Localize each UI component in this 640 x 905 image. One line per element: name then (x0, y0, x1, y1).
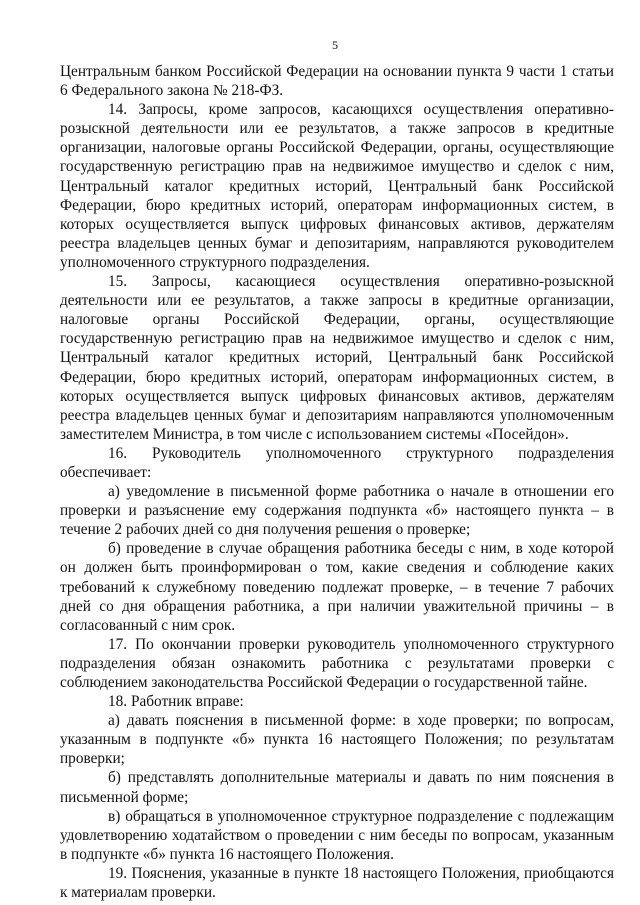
paragraph-18-b: б) представлять дополнительные материалы и давать по ним пояснения в письменной форме; (60, 769, 614, 806)
paragraph-18-c: в) обращаться в уполномоченное структурное подразделение с подлежащим удовлетворению ходатайством о проведении с ним беседы по вопросам, указанным в подпункте «б» пункта 16 настоящего Положения. (60, 807, 614, 863)
paragraph-18: 18. Работник вправе: (108, 693, 244, 711)
document-body (60, 62, 614, 902)
paragraph-17: 17. По окончании проверки руководитель уполномоченного структурного подразделения обязан ознакомить работника с результатами проверки с соблюдением законодательства Российской Федерации о государственной тайне. (60, 635, 614, 691)
paragraph-15: 15. Запросы, касающиеся осуществления оперативно-розыскной деятельности или ее результатов, а также запросы в кредитные организации, налоговые органы Российской Федерации, органы, осуществляющие государственную регистрацию прав на недвижимое имущество и сделок с ним, Центральный каталог кредитных историй, Центральный банк Российской Федерации, бюро кредитных историй, операторам информационных систем, в которых осуществляется выпуск цифровых финансовых активов, держателям реестра владельцев ценных бумаг и депозитариям направляются уполномоченным заместителем Министра, в том числе с использованием системы «Посейдон». (60, 273, 614, 443)
paragraph-16-b: б) проведение в случае обращения работника беседы с ним, в ходе которой он должен быть проинформирован о том, какие сведения и соблюдение каких требований к служебному поведению подлежат проверке, – в течение 7 рабочих дней со дня обращения работника, а при наличии уважительной причины – в согласованный с ним срок. (60, 540, 614, 634)
paragraph-continuation: Центральным банком Российской Федерации на основании пункта 9 части 1 статьи 6 Федерального закона № 218-ФЗ. (60, 63, 614, 100)
paragraph-16: 16. Руководитель уполномоченного структурного подразделения обеспечивает: (60, 444, 614, 481)
page-number: 5 (332, 38, 338, 52)
paragraph-14: 14. Запросы, кроме запросов, касающихся осуществления оперативно-розыскной деятельности или ее результатов, а также запросов в кредитные организации, налоговые органы Российской Федерации, органы, осуществляющие государственную регистрацию прав на недвижимое имущество и сделок с ним, Центральный каталог кредитных историй, Центральный банк Российской Федерации, бюро кредитных историй, операторам информационных систем, в которых осуществляется выпуск цифровых финансовых активов, держателям реестра владельцев ценных бумаг и депозитариям, направляются руководителем уполномоченного структурного подразделения. (60, 101, 614, 271)
paragraph-18-a: а) давать пояснения в письменной форме: в ходе проверки; по вопросам, указанным в подпункте «б» пункта 16 настоящего Положения; по результатам проверки; (60, 712, 614, 768)
paragraph-16-a: а) уведомление в письменной форме работника о начале в отношении его проверки и разъяснение ему содержания подпункта «б» настоящего пункта – в течение 2 рабочих дней со дня получения решения о проверке; (60, 483, 614, 539)
paragraph-19: 19. Пояснения, указанные в пункте 18 настоящего Положения, приобщаются к материалам проверки. (60, 864, 614, 902)
